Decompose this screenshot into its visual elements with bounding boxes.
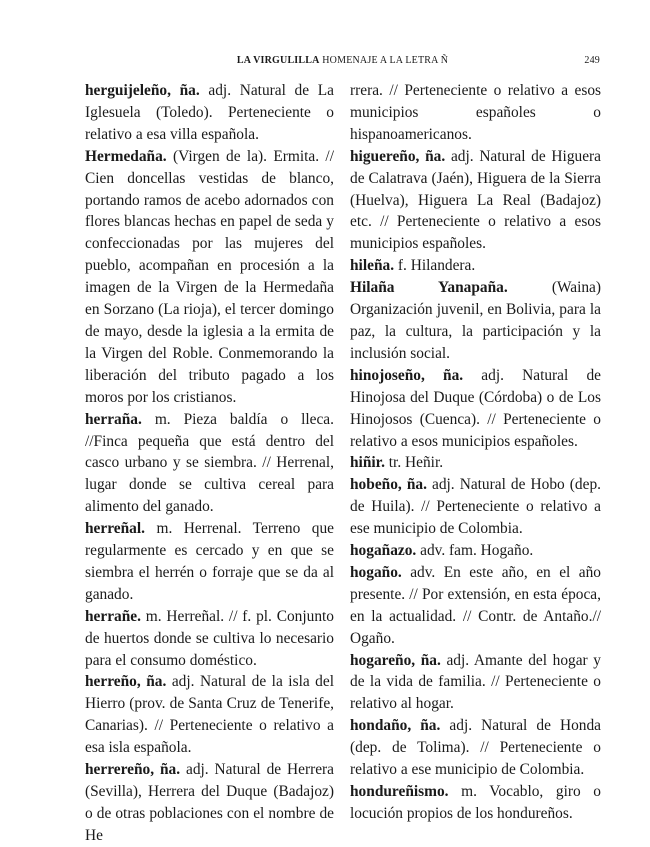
dictionary-entry [350, 365, 601, 453]
entry-definition: f. Hilandera. [394, 257, 476, 275]
dictionary-entry [350, 715, 601, 781]
entry-term: hileña. [350, 257, 395, 275]
book-subtitle: HOMENAJE A LA LETRA Ñ [319, 55, 449, 66]
dictionary-entry [85, 606, 334, 672]
entry-definition: tr. Heñir. [384, 454, 444, 472]
entry-definition: rrera. // Perteneciente o relativo a esos municipios españoles o hispanoamericanos. [350, 82, 601, 143]
dictionary-entry [85, 409, 334, 519]
dictionary-entry [85, 80, 334, 146]
entry-term: higuereño, ña. [350, 147, 446, 165]
entry-term: hinojoseño, ña. [350, 366, 464, 384]
dictionary-entry [350, 540, 601, 562]
dictionary-entry [85, 671, 334, 759]
entry-definition: adv. En este año, en el año presente. // Por extensión, en esta época, en la actualidad. // Contr. de Antaño.// Ogaño. [350, 563, 601, 647]
dictionary-entry [350, 255, 601, 277]
entry-definition: adj. Natural de Higuera de Calatrava (Jaén), Higuera de la Sierra (Huelva), Higuera La Real (Badajoz) etc. // Perteneciente o relativo a esos municipios españoles. [350, 147, 601, 253]
entry-term: herreñal. [85, 520, 145, 538]
entry-term: Hilaña Yanapaña. [350, 279, 508, 297]
entry-term: hondaño, ña. [350, 717, 441, 735]
dictionary-entry [350, 474, 601, 540]
entry-definition: adj. Natural de La Iglesuela (Toledo). Perteneciente o relativo a esa villa española. [85, 82, 334, 143]
entry-definition: adj. Natural de Herrera (Sevilla), Herrera del Duque (Badajoz) o de otras poblaciones con el nombre de He [85, 761, 334, 844]
dictionary-entry [85, 146, 334, 409]
entry-definition: adj. Amante del hogar y de la vida de familia. // Perteneciente o relativo al hogar. [350, 651, 601, 713]
dictionary-entry [350, 452, 601, 474]
entry-definition: m. Herrenal. Terreno que regularmente es cercado y en que se siembra el herrén o forraje que se da al ganado. [85, 520, 334, 603]
dictionary-entry [350, 562, 601, 650]
dictionary-entry [350, 781, 601, 825]
entry-definition: (Waina) Organización juvenil, en Bolivia, para la paz, la cultura, la participación y la inclusión social. [350, 279, 601, 362]
page-number: 249 [584, 55, 600, 66]
entry-definition: m. Herreñal. // f. pl. Conjunto de huertos donde se cultiva lo necesario para el consumo doméstico. [85, 607, 334, 669]
entry-definition: adj. Natural de Hinojosa del Duque (Córdoba) o de Los Hinojosos (Cuenca). // Perteneciente o relativo a esos municipios españoles. [350, 366, 601, 450]
entry-term: herrereño, ña. [85, 761, 181, 779]
dictionary-entry [85, 759, 334, 847]
entry-term: hogaño. [350, 563, 402, 581]
entry-definition: adj. Natural de la isla del Hierro (prov. de Santa Cruz de Tenerife, Canarias). // Perteneciente o relativo a esa isla española. [85, 673, 334, 757]
entry-term: hogañazo. [350, 542, 417, 560]
dictionary-entry [85, 518, 334, 606]
dictionary-entry [350, 650, 601, 716]
dictionary-entry [350, 146, 601, 256]
entry-term: hiñir. [350, 454, 385, 472]
entry-term: herraña. [85, 410, 142, 428]
entry-definition: (Virgen de la). Ermita. // Cien doncellas vestidas de blanco, portando ramos de acebo adornados con flores blancas hechas en papel de seda y confeccionadas por las mujeres del pueblo, acompañan en procesión a la imagen de la Virgen de la Hermedaña en Sorzano (La rioja), el tercer domingo de mayo, desde la iglesia a la ermita de la Virgen del Roble. Conmemorando la liberación del tributo pagado a los moros por los cristianos. [85, 147, 334, 406]
dictionary-entry [350, 277, 601, 365]
entry-definition: adv. fam. Hogaño. [416, 542, 534, 560]
entry-definition: adj. Natural de Hobo (dep. de Huila). // Perteneciente o relativo a ese municipio de Colombia. [350, 476, 601, 538]
book-title-main: LA VIRGULILLA [236, 55, 320, 66]
entry-term: Hermedaña. [85, 147, 167, 165]
entry-definition: m. Vocablo, giro o locución propios de los hondureños. [350, 783, 601, 822]
entry-term: hogareño, ña. [350, 651, 441, 669]
entry-definition: adj. Natural de Honda (dep. de Tolima). // Perteneciente o relativo a ese municipio de Colombia. [350, 717, 602, 779]
entry-term: herrañe. [85, 607, 141, 625]
entry-definition: m. Pieza baldía o lleca. //Finca pequeña que está dentro del casco urbano y se siembra. // Herrenal, lugar donde se cultiva cereal para alimento del ganado. [85, 410, 334, 516]
entry-term: herreño, ña. [85, 673, 167, 691]
book-title [85, 55, 600, 66]
entry-term: hobeño, ña. [350, 476, 427, 494]
left-column [85, 80, 334, 847]
right-column [350, 80, 601, 825]
dictionary-entry-continued [350, 80, 601, 146]
entry-term: herguijeleño, ña. [85, 82, 200, 99]
entry-term: hondureñismo. [350, 783, 449, 800]
running-header [85, 55, 600, 71]
